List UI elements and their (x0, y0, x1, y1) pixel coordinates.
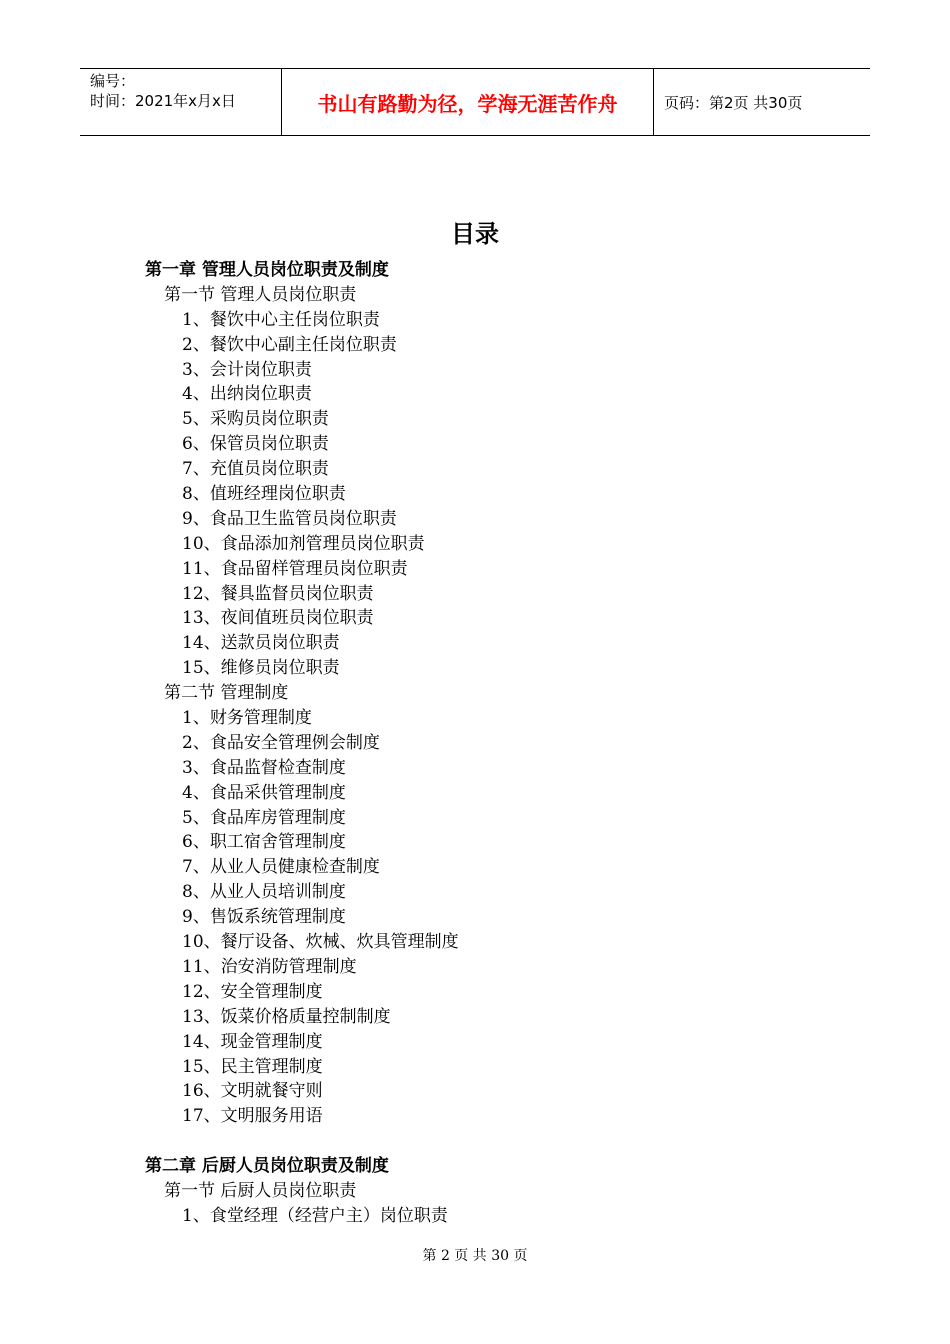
toc-item[interactable]: 13、饭菜价格质量控制制度 (182, 1006, 391, 1027)
toc-item[interactable]: 1、餐饮中心主任岗位职责 (182, 309, 380, 330)
header-motto: 书山有路勤为径，学海无涯苦作舟 (317, 91, 618, 116)
header-number-label: 编号： (90, 72, 136, 90)
toc-item[interactable]: 2、餐饮中心副主任岗位职责 (182, 334, 397, 355)
toc-chapter[interactable]: 第二章 后厨人员岗位职责及制度 (145, 1156, 389, 1177)
toc-item[interactable]: 7、充值员岗位职责 (182, 459, 329, 480)
toc-item[interactable]: 12、安全管理制度 (182, 981, 323, 1002)
header-motto-cell (282, 69, 654, 135)
toc-item[interactable]: 10、餐厅设备、炊械、炊具管理制度 (182, 932, 459, 953)
toc-item[interactable]: 4、出纳岗位职责 (182, 384, 312, 405)
toc-item[interactable]: 1、财务管理制度 (182, 708, 312, 729)
toc-item[interactable]: 11、食品留样管理员岗位职责 (182, 558, 408, 579)
toc-spacer (0, 1129, 950, 1154)
toc-item[interactable]: 11、治安消防管理制度 (182, 956, 357, 977)
toc-item[interactable]: 1、食堂经理（经营户主）岗位职责 (182, 1205, 448, 1226)
table-of-contents (0, 258, 950, 1229)
toc-item[interactable]: 15、民主管理制度 (182, 1056, 323, 1077)
toc-item[interactable]: 5、食品库房管理制度 (182, 807, 346, 828)
header-page-cell (654, 69, 870, 135)
toc-item[interactable]: 14、送款员岗位职责 (182, 633, 340, 654)
toc-item[interactable]: 7、从业人员健康检查制度 (182, 857, 380, 878)
toc-item[interactable]: 9、售饭系统管理制度 (182, 907, 346, 928)
header-date-label: 时间：2021年x月x日 (90, 92, 236, 110)
toc-item[interactable]: 14、现金管理制度 (182, 1031, 323, 1052)
toc-item[interactable]: 8、从业人员培训制度 (182, 882, 346, 903)
toc-item[interactable]: 12、餐具监督员岗位职责 (182, 583, 374, 604)
toc-item[interactable]: 8、值班经理岗位职责 (182, 484, 346, 505)
toc-chapter[interactable]: 第一章 管理人员岗位职责及制度 (145, 260, 389, 280)
page-title: 目录 (451, 220, 499, 248)
page-footer: 第 2 页 共 30 页 (422, 1248, 528, 1264)
toc-item[interactable]: 2、食品安全管理例会制度 (182, 732, 380, 753)
toc-item[interactable]: 16、文明就餐守则 (182, 1081, 323, 1102)
header-page-label: 页码：第2页 共30页 (664, 93, 803, 112)
toc-item[interactable]: 17、文明服务用语 (182, 1106, 323, 1127)
toc-item[interactable]: 15、维修员岗位职责 (182, 658, 340, 679)
toc-item[interactable]: 4、食品采供管理制度 (182, 782, 346, 803)
toc-item[interactable]: 5、采购员岗位职责 (182, 409, 329, 430)
toc-section[interactable]: 第一节 后厨人员岗位职责 (164, 1180, 357, 1201)
toc-item[interactable]: 3、食品监督检查制度 (182, 757, 346, 778)
toc-item[interactable]: 3、会计岗位职责 (182, 359, 312, 380)
header-meta-cell (80, 69, 282, 135)
toc-item[interactable]: 13、夜间值班员岗位职责 (182, 608, 374, 629)
page-header (80, 68, 870, 136)
toc-item[interactable]: 10、食品添加剂管理员岗位职责 (182, 533, 425, 554)
toc-item[interactable]: 9、食品卫生监管员岗位职责 (182, 508, 397, 529)
toc-section[interactable]: 第一节 管理人员岗位职责 (164, 284, 357, 305)
toc-item[interactable]: 6、保管员岗位职责 (182, 434, 329, 455)
toc-item[interactable]: 6、职工宿舍管理制度 (182, 832, 346, 853)
toc-section[interactable]: 第二节 管理制度 (164, 683, 289, 704)
